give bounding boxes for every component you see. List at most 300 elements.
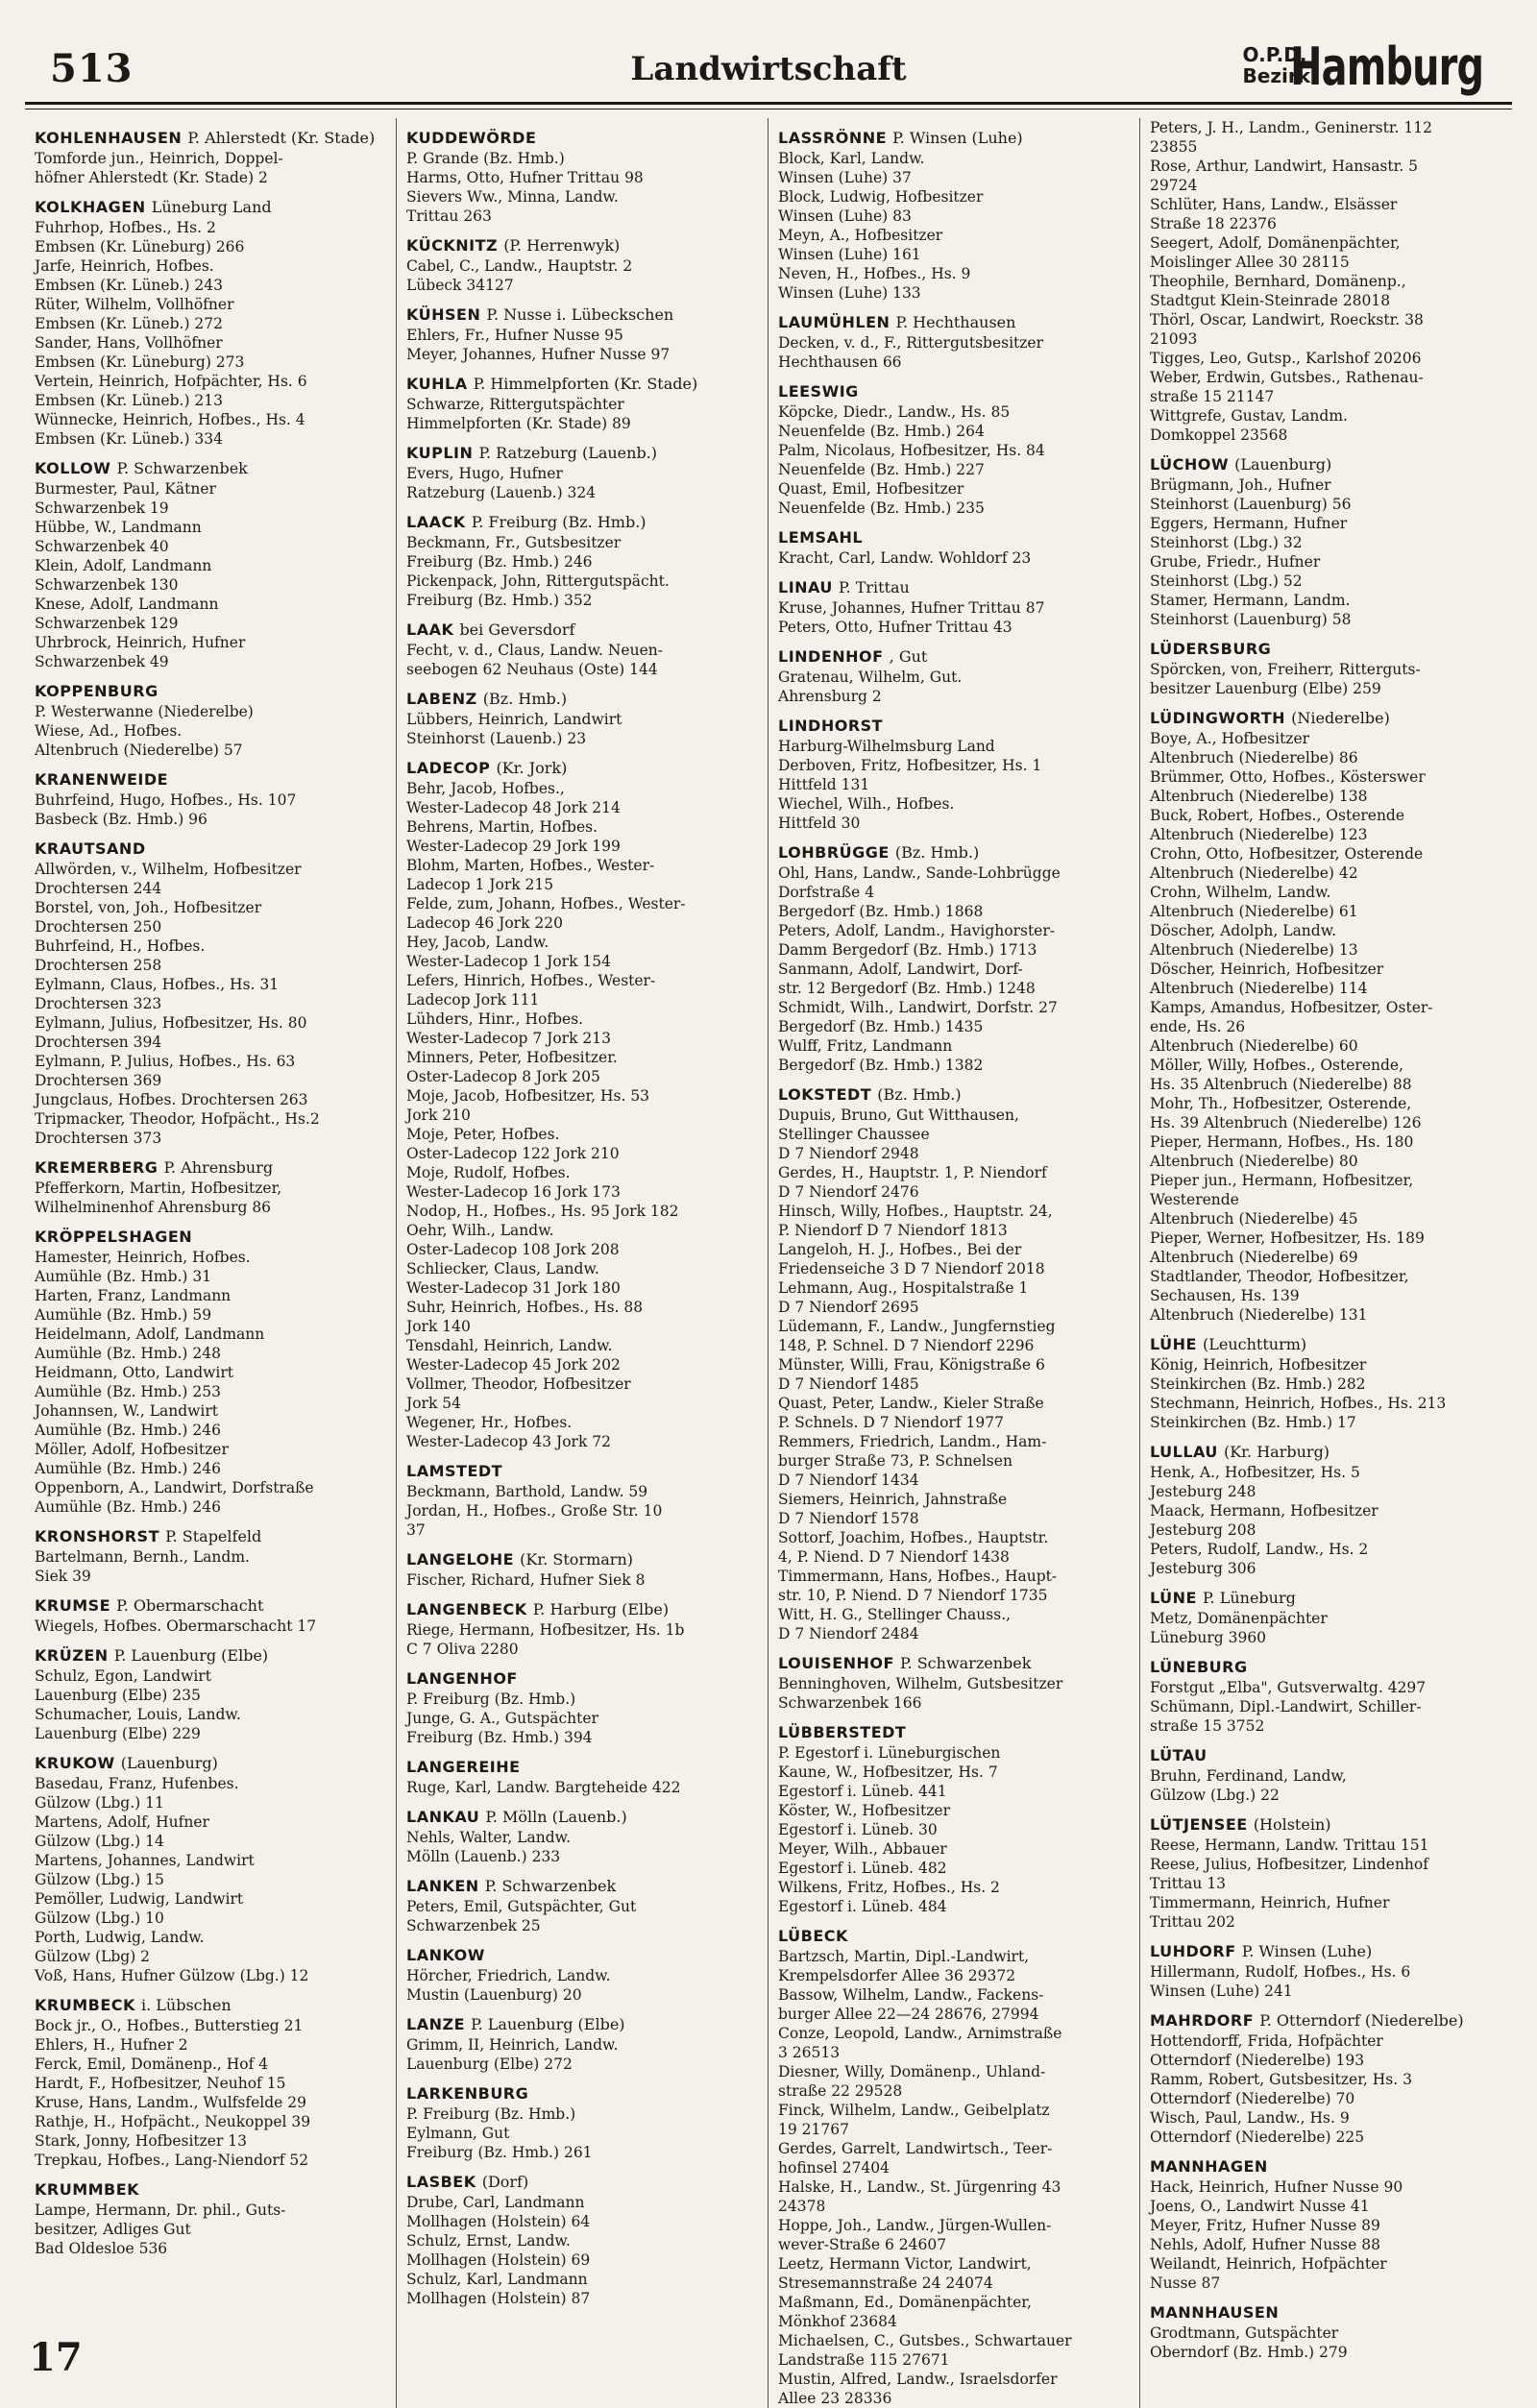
listing-line: Hs. 35 Altenbruch (Niederelbe) 88 xyxy=(1150,1076,1412,1093)
place-name: LANGELOHE xyxy=(406,1550,515,1569)
place-name: LOKSTEDT xyxy=(778,1085,872,1104)
place-heading xyxy=(406,2172,758,2193)
listing-line: Behr, Jacob, Hofbes., xyxy=(406,780,565,797)
listing-line: Gülzow (Lbg.) 10 xyxy=(35,1909,164,1927)
place-heading xyxy=(35,769,386,791)
listing-line: Hittfeld 131 xyxy=(778,776,870,793)
place-heading xyxy=(1150,1334,1502,1355)
place-heading xyxy=(406,443,758,464)
place-name: LÜBBERSTEDT xyxy=(778,1723,907,1741)
listing-line: Wester-Ladecop 7 Jork 213 xyxy=(406,1030,611,1047)
bezirk-label: Bezirk xyxy=(1242,64,1310,87)
listing-line: Aumühle (Bz. Hmb.) 246 xyxy=(35,1422,221,1439)
listing-line: Evers, Hugo, Hufner xyxy=(406,465,563,482)
place-postal-info: P. Hechthausen xyxy=(895,313,1016,331)
place-heading xyxy=(35,1227,386,1248)
listing-line: Schwarzenbek 130 xyxy=(35,576,179,594)
listing-line: Stadtlander, Theodor, Hofbesitzer, xyxy=(1150,1268,1409,1285)
listing-line: Stadtgut Klein-Steinrade 28018 xyxy=(1150,292,1391,309)
listing-line: Bergedorf (Bz. Hmb.) 1382 xyxy=(778,1057,984,1074)
place-heading xyxy=(35,1753,386,1774)
listing-line: straße 15 21147 xyxy=(1150,388,1275,405)
listing-line: Block, Karl, Landw. xyxy=(778,150,925,167)
listing-line: Pieper, Werner, Hofbesitzer, Hs. 189 xyxy=(1150,1229,1425,1247)
place-name: LANGENHOF xyxy=(406,1669,518,1688)
listing-line: Aumühle (Bz. Hmb.) 246 xyxy=(35,1460,221,1477)
listing-line: Tripmacker, Theodor, Hofpächt., Hs.2 xyxy=(35,1110,320,1128)
listing-line: Borstel, von, Joh., Hofbesitzer xyxy=(35,899,262,916)
place-heading xyxy=(1150,2156,1502,2177)
listing-line: Hübbe, W., Landmann xyxy=(35,519,202,536)
listing-line: D 7 Niendorf 2476 xyxy=(778,1183,919,1201)
listing-line: Dorfstraße 4 xyxy=(778,884,875,901)
place-postal-info: , Gut xyxy=(889,647,928,666)
listing-line: Aumühle (Bz. Hmb.) 31 xyxy=(35,1268,212,1285)
listing-line: Kaune, W., Hofbesitzer, Hs. 7 xyxy=(778,1763,998,1781)
listing-line: Drochtersen 373 xyxy=(35,1130,162,1147)
listing-line: Drochtersen 394 xyxy=(35,1034,162,1051)
listing-line: Otterndorf (Niederelbe) 193 xyxy=(1150,2052,1365,2069)
listing-line: Mollhagen (Holstein) 69 xyxy=(406,2251,591,2269)
listing-line: Oppenborn, A., Landwirt, Dorfstraße xyxy=(35,1479,314,1496)
listing-line: Basbeck (Bz. Hmb.) 96 xyxy=(35,811,207,828)
listing-line: Peters, Adolf, Landm., Havighorster- xyxy=(778,922,1056,939)
listing-line: Kruse, Johannes, Hufner Trittau 87 xyxy=(778,599,1045,617)
listing-line: Wester-Ladecop 31 Jork 180 xyxy=(406,1279,621,1297)
listing-line: Köpcke, Diedr., Landw., Hs. 85 xyxy=(778,403,1011,421)
listing-line: Trittau 263 xyxy=(406,207,492,225)
place-heading xyxy=(406,620,758,641)
place-heading xyxy=(778,646,1130,668)
listing-line: Rose, Arthur, Landwirt, Hansastr. 5 xyxy=(1150,158,1419,175)
listing-line: Hoppe, Joh., Landw., Jürgen-Wullen- xyxy=(778,2217,1052,2234)
listing-line: Eylmann, Julius, Hofbesitzer, Hs. 80 xyxy=(35,1014,307,1032)
place-heading xyxy=(406,1668,758,1690)
place-name: LEESWIG xyxy=(778,382,859,401)
listing-line: Kruse, Hans, Landm., Wulfsfelde 29 xyxy=(35,2094,306,2111)
listing-line: Wester-Ladecop 45 Jork 202 xyxy=(406,1356,621,1374)
place-heading xyxy=(1150,1588,1502,1609)
listing-line: Pickenpack, John, Rittergutspächt. xyxy=(406,572,670,590)
listing-line: C 7 Oliva 2280 xyxy=(406,1641,519,1658)
place-heading xyxy=(35,1645,386,1666)
listing-line: Moje, Rudolf, Hofbes. xyxy=(406,1164,571,1181)
listing-line: hofinsel 27404 xyxy=(778,2159,890,2177)
listing-line: Altenbruch (Niederelbe) 57 xyxy=(35,742,243,759)
listing-line: Wiegels, Hofbes. Obermarschacht 17 xyxy=(35,1617,317,1635)
listing-line: Timmermann, Heinrich, Hufner xyxy=(1150,1894,1390,1911)
place-name: LINDENHOF xyxy=(778,647,884,666)
listing-line: Altenbruch (Niederelbe) 60 xyxy=(1150,1037,1358,1055)
listing-line: Altenbruch (Niederelbe) 61 xyxy=(1150,903,1358,920)
listing-columns xyxy=(25,118,1512,2407)
listing-line: Pieper jun., Hermann, Hofbesitzer, xyxy=(1150,1172,1414,1189)
place-heading xyxy=(406,304,758,326)
listing-line: Allwörden, v., Wilhelm, Hofbesitzer xyxy=(35,861,302,878)
listing-line: Beckmann, Fr., Gutsbesitzer xyxy=(406,534,622,551)
place-name: KRUKOW xyxy=(35,1754,115,1772)
place-name: LOHBRÜGGE xyxy=(778,843,890,862)
place-name: LANKEN xyxy=(406,1877,479,1895)
listing-line: Knese, Adolf, Landmann xyxy=(35,596,219,613)
listing-line: Lüneburg 3960 xyxy=(1150,1629,1267,1646)
listing-line: Straße 18 22376 xyxy=(1150,215,1277,232)
listing-line: Vollmer, Theodor, Hofbesitzer xyxy=(406,1375,631,1393)
listing-line: Möller, Willy, Hofbes., Osterende, xyxy=(1150,1057,1403,1074)
listing-line: Ladecop 46 Jork 220 xyxy=(406,914,563,932)
listing-line: Wester-Ladecop 1 Jork 154 xyxy=(406,953,611,970)
listing-line: Neuenfelde (Bz. Hmb.) 235 xyxy=(778,499,985,517)
place-heading xyxy=(406,128,758,149)
listing-line: Uhrbrock, Heinrich, Hufner xyxy=(35,634,246,651)
listing-line: Himmelpforten (Kr. Stade) 89 xyxy=(406,415,631,432)
listing-line: Boye, A., Hofbesitzer xyxy=(1150,730,1310,747)
listing-line: Otterndorf (Niederelbe) 70 xyxy=(1150,2090,1355,2107)
listing-line: Riege, Hermann, Hofbesitzer, Hs. 1b xyxy=(406,1621,685,1639)
listing-line: Forstgut „Elba", Gutsverwaltg. 4297 xyxy=(1150,1679,1427,1696)
place-name: LANGENBECK xyxy=(406,1600,527,1618)
listing-line: Pemöller, Ludwig, Landwirt xyxy=(35,1890,244,1908)
listing-line: Basedau, Franz, Hufenbes. xyxy=(35,1775,239,1792)
place-heading xyxy=(35,128,386,149)
place-postal-info: P. Nusse i. Lübeckschen xyxy=(486,305,674,324)
listing-line: D 7 Niendorf 1578 xyxy=(778,1510,919,1527)
place-name: KRÖPPELSHAGEN xyxy=(35,1228,193,1246)
listing-line: Theophile, Bernhard, Domänenp., xyxy=(1150,273,1406,290)
place-heading xyxy=(1150,1814,1502,1836)
place-name: KÜCKNITZ xyxy=(406,236,499,255)
place-heading xyxy=(406,689,758,710)
listing-line: Hillermann, Rudolf, Hofbes., Hs. 6 xyxy=(1150,1963,1411,1981)
place-name: MANNHAGEN xyxy=(1150,2157,1268,2176)
listing-line: Ahrensburg 2 xyxy=(778,688,882,705)
listing-line: Möller, Adolf, Hofbesitzer xyxy=(35,1441,229,1458)
listing-line: Oberndorf (Bz. Hmb.) 279 xyxy=(1150,2344,1348,2361)
listing-line: Johannsen, W., Landwirt xyxy=(35,1402,219,1420)
listing-line: Döscher, Adolph, Landw. xyxy=(1150,922,1337,939)
listing-line: Drochtersen 244 xyxy=(35,880,162,897)
listing-line: Ferck, Emil, Domänenp., Hof 4 xyxy=(35,2055,269,2073)
listing-line: Freiburg (Bz. Hmb.) 352 xyxy=(406,592,593,609)
listing-line: Dupuis, Bruno, Gut Witthausen, xyxy=(778,1107,1019,1124)
listing-line: Wester-Ladecop 43 Jork 72 xyxy=(406,1433,611,1450)
place-name: LABENZ xyxy=(406,690,477,708)
listing-line: Tensdahl, Heinrich, Landw. xyxy=(406,1337,613,1354)
listing-line: Drochtersen 258 xyxy=(35,957,162,974)
place-heading xyxy=(778,842,1130,863)
listing-line: burger Allee 22—24 28676, 27994 xyxy=(778,2006,1039,2023)
column-1 xyxy=(25,118,397,2408)
listing-line: Diesner, Willy, Domänenp., Uhland- xyxy=(778,2063,1046,2080)
listing-line: Damm Bergedorf (Bz. Hmb.) 1713 xyxy=(778,941,1037,959)
city-name: Hamburg xyxy=(1289,36,1483,97)
listing-line: Rüter, Wilhelm, Vollhöfner xyxy=(35,296,234,313)
place-heading xyxy=(778,716,1130,737)
listing-line: Pfefferkorn, Martin, Hofbesitzer, xyxy=(35,1180,282,1197)
listing-line: Drochtersen 250 xyxy=(35,918,162,936)
listing-line: Egestorf i. Lüneb. 484 xyxy=(778,1898,947,1915)
place-heading xyxy=(778,1722,1130,1743)
listing-line: Stresemannstraße 24 24074 xyxy=(778,2274,993,2292)
listing-line: Jesteburg 208 xyxy=(1150,1521,1256,1539)
place-name: KREMERBERG xyxy=(35,1158,159,1177)
place-name: LULLAU xyxy=(1150,1443,1218,1461)
listing-line: P. Egestorf i. Lüneburgischen xyxy=(778,1744,1001,1762)
listing-line: Neven, H., Hofbes., Hs. 9 xyxy=(778,265,971,282)
listing-line: Altenbruch (Niederelbe) 80 xyxy=(1150,1153,1358,1170)
listing-line: Siek 39 xyxy=(35,1568,91,1585)
place-name: LÜHE xyxy=(1150,1335,1197,1353)
place-postal-info: i. Lübschen xyxy=(140,1996,232,2014)
place-heading xyxy=(406,512,758,533)
listing-line: Gratenau, Wilhelm, Gut. xyxy=(778,669,963,686)
listing-line: Aumühle (Bz. Hmb.) 59 xyxy=(35,1306,212,1324)
place-name: KRÜZEN xyxy=(35,1646,109,1665)
listing-line: Gülzow (Lbg.) 11 xyxy=(35,1794,164,1812)
place-postal-info: (Bz. Hmb.) xyxy=(894,843,980,862)
listing-line: Benninghoven, Wilhelm, Gutsbesitzer xyxy=(778,1675,1063,1692)
listing-line: Suhr, Heinrich, Hofbes., Hs. 88 xyxy=(406,1299,644,1316)
listing-line: Siemers, Heinrich, Jahnstraße xyxy=(778,1491,1008,1508)
listing-line: Peters, J. H., Landm., Geninerstr. 112 xyxy=(1150,119,1432,136)
place-heading xyxy=(778,1926,1130,1947)
listing-line: burger Straße 73, P. Schnelsen xyxy=(778,1452,1012,1470)
listing-line: Westerende xyxy=(1150,1191,1239,1208)
place-heading xyxy=(406,2014,758,2035)
place-name: KRONSHORST xyxy=(35,1527,159,1545)
listing-line: Drochtersen 323 xyxy=(35,995,162,1012)
listing-line: Harms, Otto, Hufner Trittau 98 xyxy=(406,169,644,186)
listing-line: Domkoppel 23568 xyxy=(1150,426,1288,444)
listing-line: Lauenburg (Elbe) 235 xyxy=(35,1687,201,1704)
listing-line: Hechthausen 66 xyxy=(778,353,902,371)
listing-line: Schumacher, Louis, Landw. xyxy=(35,1706,241,1723)
place-postal-info: P. Ratzeburg (Lauenb.) xyxy=(478,444,658,462)
listing-line: Minners, Peter, Hofbesitzer. xyxy=(406,1049,618,1066)
listing-line: Lauenburg (Elbe) 272 xyxy=(406,2055,573,2073)
listing-line: Brügmann, Joh., Hufner xyxy=(1150,476,1331,494)
place-heading xyxy=(1150,639,1502,660)
listing-line: Heidmann, Otto, Landwirt xyxy=(35,1364,233,1381)
listing-line: Altenbruch (Niederelbe) 42 xyxy=(1150,864,1358,882)
listing-line: Schwarzenbek 129 xyxy=(35,615,179,632)
place-postal-info: P. Schwarzenbek xyxy=(484,1877,617,1895)
listing-line: Wilhelminenhof Ahrensburg 86 xyxy=(35,1199,272,1216)
listing-line: Schmidt, Wilh., Landwirt, Dorfstr. 27 xyxy=(778,999,1058,1016)
listing-line: Martens, Adolf, Hufner xyxy=(35,1813,209,1831)
listing-line: Altenbruch (Niederelbe) 131 xyxy=(1150,1306,1368,1324)
listing-line: Block, Ludwig, Hofbesitzer xyxy=(778,188,984,206)
listing-line: Schwarzenbek 25 xyxy=(406,1917,541,1934)
listing-line: Lehmann, Aug., Hospitalstraße 1 xyxy=(778,1279,1029,1297)
place-name: LANKAU xyxy=(406,1808,480,1826)
place-name: MAHRDORF xyxy=(1150,2011,1255,2030)
place-postal-info: (Kr. Jork) xyxy=(496,759,568,777)
listing-line: Rathje, H., Hofpächt., Neukoppel 39 xyxy=(35,2113,311,2130)
section-title: Landwirtschaft xyxy=(630,50,907,88)
listing-line: Fischer, Richard, Hufner Siek 8 xyxy=(406,1571,646,1589)
listing-line: Mohr, Th., Hofbesitzer, Osterende, xyxy=(1150,1095,1412,1112)
place-name: KRAUTSAND xyxy=(35,839,146,858)
listing-line: Döscher, Heinrich, Hofbesitzer xyxy=(1150,961,1384,978)
listing-line: Quast, Emil, Hofbesitzer xyxy=(778,480,964,498)
listing-line: Peters, Emil, Gutspächter, Gut xyxy=(406,1898,637,1915)
listing-line: Altenbruch (Niederelbe) 69 xyxy=(1150,1249,1358,1266)
listing-line: P. Freiburg (Bz. Hmb.) xyxy=(406,2105,576,2123)
listing-line: Embsen (Kr. Lüneb.) 243 xyxy=(35,277,223,294)
listing-line: D 7 Niendorf 1485 xyxy=(778,1375,919,1393)
listing-line: Timmermann, Hans, Hofbes., Haupt- xyxy=(778,1568,1058,1585)
place-name: KRANENWEIDE xyxy=(35,770,169,789)
listing-line: Stechmann, Heinrich, Hofbes., Hs. 213 xyxy=(1150,1395,1447,1412)
listing-line: höfner Ahlerstedt (Kr. Stade) 2 xyxy=(35,169,268,186)
listing-line: Wisch, Paul, Landw., Hs. 9 xyxy=(1150,2109,1350,2127)
listing-line: Fuhrhop, Hofbes., Hs. 2 xyxy=(35,219,216,236)
listing-line: Steinhorst (Lauenburg) 58 xyxy=(1150,611,1352,628)
listing-line: Sander, Hans, Vollhöfner xyxy=(35,334,223,352)
place-heading xyxy=(778,128,1130,149)
place-name: KRUMBECK xyxy=(35,1996,135,2014)
place-heading xyxy=(1150,2302,1502,2323)
listing-line: Egestorf i. Lüneb. 441 xyxy=(778,1783,947,1800)
listing-line: Krempelsdorfer Allee 36 29372 xyxy=(778,1967,1016,1984)
listing-line: D 7 Niendorf 1434 xyxy=(778,1472,919,1489)
place-postal-info: (Bz. Hmb.) xyxy=(482,690,568,708)
listing-line: Embsen (Kr. Lüneb.) 272 xyxy=(35,315,223,332)
listing-line: Altenbruch (Niederelbe) 86 xyxy=(1150,749,1358,766)
listing-line: Finck, Wilhelm, Landw., Geibelplatz xyxy=(778,2102,1050,2119)
column-2 xyxy=(397,118,768,2408)
listing-line: Jordan, H., Hofbes., Große Str. 10 xyxy=(406,1502,663,1520)
listing-line: 3 26513 xyxy=(778,2044,841,2061)
listing-line: Lampe, Hermann, Dr. phil., Guts- xyxy=(35,2201,286,2219)
place-name: LÜDINGWORTH xyxy=(1150,709,1286,727)
place-name: KOLLOW xyxy=(35,459,111,477)
listing-line: Jesteburg 248 xyxy=(1150,1483,1256,1500)
listing-line: Ramm, Robert, Gutsbesitzer, Hs. 3 xyxy=(1150,2071,1412,2088)
listing-line: Quast, Peter, Landw., Kieler Straße xyxy=(778,1395,1044,1412)
listing-line: Michaelsen, C., Gutsbes., Schwartauer xyxy=(778,2332,1072,2349)
listing-line: Schliecker, Claus, Landw. xyxy=(406,1260,599,1277)
listing-line: Brümmer, Otto, Hofbes., Kösterswег xyxy=(1150,768,1427,786)
place-postal-info: P. Trittau xyxy=(839,578,910,596)
listing-line: Aumühle (Bz. Hmb.) 246 xyxy=(35,1498,221,1516)
place-heading xyxy=(1150,1941,1502,1962)
place-postal-info: (Bz. Hmb.) xyxy=(877,1085,962,1104)
place-name: LINDHORST xyxy=(778,717,884,735)
place-postal-info: P. Ahlerstedt (Kr. Stade) xyxy=(187,129,376,147)
listing-line: Metz, Domänenpächter xyxy=(1150,1610,1328,1627)
listing-line: Bartzsch, Martin, Dipl.-Landwirt, xyxy=(778,1948,1030,1965)
listing-line: Lefers, Hinrich, Hofbes., Wester- xyxy=(406,972,656,989)
listing-line: Embsen (Kr. Lüneb.) 213 xyxy=(35,392,223,409)
listing-line: Altenbruch (Niederelbe) 138 xyxy=(1150,788,1368,805)
listing-line: Felde, zum, Johann, Hofbes., Wester- xyxy=(406,895,686,912)
place-name: LAACK xyxy=(406,513,466,531)
listing-line: Jarfe, Heinrich, Hofbes. xyxy=(35,257,214,275)
place-heading xyxy=(406,1549,758,1570)
listing-line: Harten, Franz, Landmann xyxy=(35,1287,232,1304)
listing-line: Remmers, Friedrich, Landm., Ham- xyxy=(778,1433,1047,1450)
place-postal-info: (Kr. Stormarn) xyxy=(520,1550,633,1569)
place-name: LAUMÜHLEN xyxy=(778,313,890,331)
listing-line: straße 22 29528 xyxy=(778,2082,903,2100)
listing-line: Moislinger Allee 30 28115 xyxy=(1150,254,1350,271)
place-postal-info: (Niederelbe) xyxy=(1291,709,1390,727)
listing-line: Leetz, Hermann Victor, Landwirt, xyxy=(778,2255,1032,2273)
listing-line: Hittfeld 30 xyxy=(778,815,861,832)
listing-line: Altenbruch (Niederelbe) 13 xyxy=(1150,941,1358,959)
place-name: LANGEREIHE xyxy=(406,1758,521,1776)
listing-line: Voß, Hans, Hufner Gülzow (Lbg.) 12 xyxy=(35,1967,309,1984)
listing-line: Seegert, Adolf, Domänenpächter, xyxy=(1150,234,1401,252)
listing-line: 148, P. Schnel. D 7 Niendorf 2296 xyxy=(778,1337,1035,1354)
listing-line: Trittau 13 xyxy=(1150,1875,1227,1892)
listing-line: Lühders, Hinr., Hofbes. xyxy=(406,1010,584,1028)
place-heading xyxy=(35,681,386,702)
place-name: KOLKHAGEN xyxy=(35,198,146,216)
listing-line: Nusse 87 xyxy=(1150,2274,1221,2292)
place-heading xyxy=(1150,708,1502,729)
listing-line: Ladecop Jork 111 xyxy=(406,991,540,1009)
listing-line: Friedenseiche 3 D 7 Niendorf 2018 xyxy=(778,1260,1045,1277)
column-4 xyxy=(1140,118,1512,2408)
listing-line: Blohm, Marten, Hofbes., Wester- xyxy=(406,857,655,874)
place-postal-info: (Leuchtturm) xyxy=(1203,1335,1307,1353)
listing-line: 4, P. Niend. D 7 Niendorf 1438 xyxy=(778,1548,1010,1566)
listing-line: Vertein, Heinrich, Hofpächter, Hs. 6 xyxy=(35,373,307,390)
listing-line: Spörcken, von, Freiherr, Ritterguts- xyxy=(1150,661,1421,678)
listing-line: Eylmann, P. Julius, Hofbes., Hs. 63 xyxy=(35,1053,296,1070)
listing-line: D 7 Niendorf 2695 xyxy=(778,1299,919,1316)
listing-line: Gerdes, H., Hauptstr. 1, P. Niendorf xyxy=(778,1164,1047,1181)
place-heading xyxy=(35,1526,386,1547)
place-name: LÜDERSBURG xyxy=(1150,640,1272,658)
listing-line: Altenbruch (Niederelbe) 45 xyxy=(1150,1210,1358,1228)
listing-line: Stellinger Chaussee xyxy=(778,1126,930,1143)
listing-line: Sottorf, Joachim, Hofbes., Hauptstr. xyxy=(778,1529,1049,1546)
listing-line: Köster, W., Hofbesitzer xyxy=(778,1802,950,1819)
listing-line: Schwarzenbek 49 xyxy=(35,653,169,670)
listing-line: Weber, Erdwin, Gutsbes., Rathenau- xyxy=(1150,369,1424,386)
listing-line: Hack, Heinrich, Hufner Nusse 90 xyxy=(1150,2178,1403,2196)
place-postal-info: P. Schwarzenbek xyxy=(900,1654,1032,1672)
listing-line: Bergedorf (Bz. Hmb.) 1435 xyxy=(778,1018,984,1035)
listing-line: Steinhorst (Lauenb.) 23 xyxy=(406,730,587,747)
listing-line: Mustin, Alfred, Landw., Israelsdorfer xyxy=(778,2371,1058,2388)
listing-line: Mollhagen (Holstein) 64 xyxy=(406,2213,591,2230)
listing-line: Porth, Ludwig, Landw. xyxy=(35,1929,205,1946)
listing-line: Stark, Jonny, Hofbesitzer 13 xyxy=(35,2132,248,2150)
place-postal-info: P. Winsen (Luhe) xyxy=(1241,1942,1373,1960)
place-name: LASBEK xyxy=(406,2173,476,2191)
listing-line: Behrens, Martin, Hofbes. xyxy=(406,818,598,836)
listing-line: P. Niendorf D 7 Niendorf 1813 xyxy=(778,1222,1008,1239)
listing-line: D 7 Niendorf 2484 xyxy=(778,1625,919,1642)
listing-line: Oster-Ladecop 8 Jork 205 xyxy=(406,1068,600,1085)
place-name: KÜHSEN xyxy=(406,305,481,324)
listing-line: Sanmann, Adolf, Landwirt, Dorf- xyxy=(778,961,1023,978)
listing-line: Oehr, Wilh., Landw. xyxy=(406,1222,554,1239)
place-heading xyxy=(778,312,1130,333)
place-heading xyxy=(35,1157,386,1179)
listing-line: Sievers Ww., Minna, Landw. xyxy=(406,188,619,206)
listing-line: Wilkens, Fritz, Hofbes., Hs. 2 xyxy=(778,1879,1000,1896)
place-name: LADECOP xyxy=(406,759,491,777)
place-name: LANZE xyxy=(406,2015,465,2033)
listing-line: Mollhagen (Holstein) 87 xyxy=(406,2290,591,2307)
listing-line: Buck, Robert, Hofbes., Osterende xyxy=(1150,807,1405,824)
